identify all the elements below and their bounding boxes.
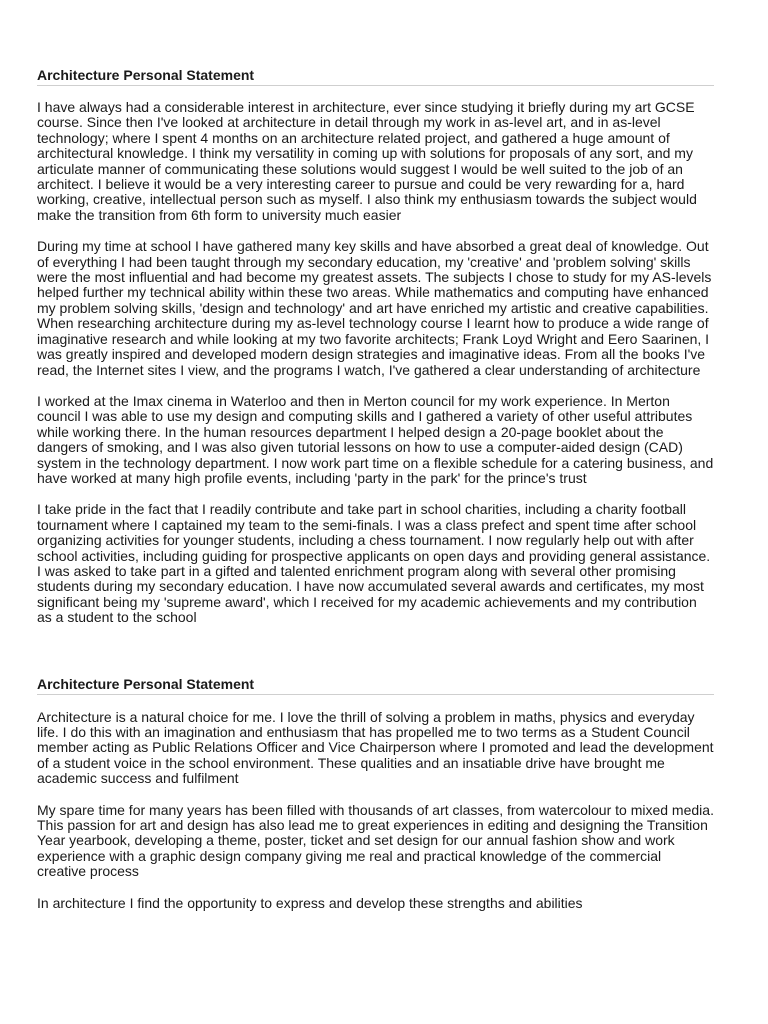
paragraph: Architecture is a natural choice for me. I love the thrill of solving a problem in maths, physics and everyday life. I do this with an imagination and enthusiasm that has propelled me to two terms as a Student Council member acting as Public Relations Officer and Vice Chairperson where I promoted and lead the development of a student voice in the school environment. These qualities and an insatiable drive have brought me academic success and fulfilment (37, 708, 714, 787)
paragraph: I take pride in the fact that I readily contribute and take part in school charities, including a charity football tournament where I captained my team to the semi-finals. I was a class prefect and spent time after school organizing activities for younger students, including a chess tournament. I now regularly help out with after school activities, including guiding for prospective applicants on open days and providing general assistance. I was asked to take part in a gifted and talented enrichment program along with several other promising students during my secondary education. I have now accumulated several awards and certificates, my most significant being my 'supreme award', which I received for my academic achievements and my contribution as a student to the school (37, 501, 711, 626)
paragraph: I worked at the Imax cinema in Waterloo and then in Merton council for my work experience. In Merton council I was able to use my design and computing skills and I gathered a variety of other useful attributes while working there. In the human resources department I helped design a 20-page booklet about the dangers of smoking, and I was also given tutorial lessons on how to use a computer-aided design (CAD) system in the technology department. I now work part time on a flexible schedule for a catering business, and have worked at many high profile events, including 'party in the park' for the prince's trust (37, 392, 714, 486)
paragraph: In architecture I find the opportunity to express and develop these strengths and abilities (37, 894, 583, 911)
paragraph: My spare time for many years has been filled with thousands of art classes, from watercolour to mixed media. This passion for art and design has also lead me to great experiences in editing and designing the Transition Year yearbook, developing a theme, poster, ticket and set design for our annual fashion show and work experience with a graphic design company giving me real and practical knowledge of the commercial creative process (37, 801, 714, 880)
section-title: Architecture Personal Statement (37, 67, 714, 86)
statement-section-1 (37, 67, 714, 626)
statement-section-2 (37, 676, 714, 911)
paragraph: I have always had a considerable interest in architecture, ever since studying it briefly during my art GCSE course. Since then I've looked at architecture in detail through my work in as-level art, and in as-level technology; where I spent 4 months on an architecture related project, and gathered a huge amount of architectural knowledge. I think my versatility in coming up with solutions for proposals of any sort, and my articulate manner of communicating these solutions would suggest I would be well suited to the job of an architect. I believe it would be a very interesting career to pursue and could be very rewarding for a, hard working, creative, intellectual person such as myself. I also think my enthusiasm towards the subject would make the transition from 6th form to university much easier (37, 99, 697, 223)
paragraph: During my time at school I have gathered many key skills and have absorbed a great deal of knowledge. Out of everything I had been taught through my secondary education, my 'creative' and 'problem solving' skills were the most influential and had become my greatest assets. The subjects I chose to study for my AS-levels helped further my technical ability within these two areas. While mathematics and computing have enhanced my problem solving skills, 'design and technology' and art have enriched my artistic and creative capabilities. When researching architecture during my as-level technology course I learnt how to produce a wide range of imaginative research and while looking at my two favorite architects; Frank Loyd Wright and Eero Saarinen, I was greatly inspired and developed modern design strategies and imaginative ideas. From all the books I've read, the Internet sites I view, and the programs I watch, I've gathered a clear understanding of architecture (37, 238, 712, 378)
section-title: Architecture Personal Statement (37, 676, 714, 695)
